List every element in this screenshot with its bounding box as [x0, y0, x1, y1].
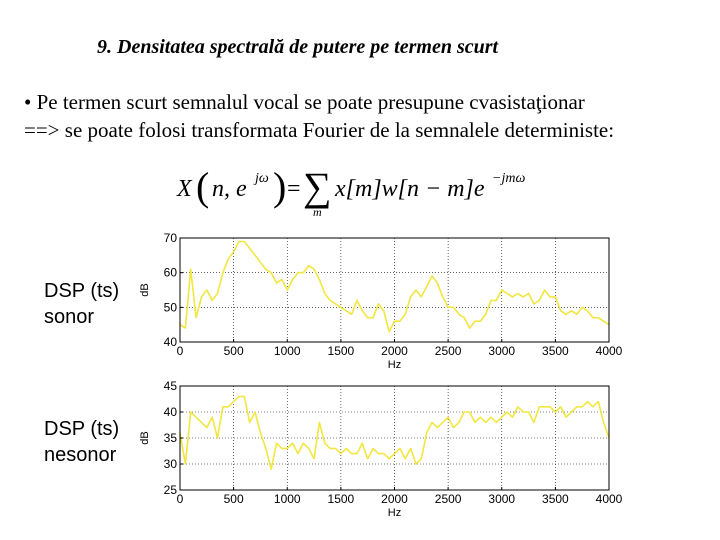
x-tick-label: 2000 — [381, 344, 408, 358]
y-tick-label: 40 — [163, 335, 177, 349]
formula-rhs-exponent: −jmω — [492, 171, 526, 186]
formula-equals: = — [287, 176, 301, 202]
formula-sigma: ∑ — [303, 164, 332, 209]
x-tick-label: 1000 — [273, 344, 301, 358]
x-tick-label: 4000 — [595, 492, 623, 506]
formula-lhs-exponent: jω — [255, 171, 269, 186]
x-axis-label: Hz — [387, 507, 402, 519]
formula-sum-index: m — [313, 205, 322, 219]
x-tick-label: 1500 — [327, 344, 355, 358]
x-tick-label: 3500 — [542, 344, 569, 358]
stft-formula — [175, 162, 545, 220]
x-tick-label: 500 — [223, 344, 244, 358]
x-tick-label: 4000 — [595, 344, 623, 358]
formula-lhs-args: n, e — [212, 176, 247, 202]
x-tick-label: 0 — [176, 344, 184, 358]
x-tick-label: 3500 — [542, 492, 569, 506]
panel-label-line2: sonor — [44, 306, 95, 328]
panel-label-line1: DSP (ts) — [44, 418, 120, 440]
y-tick-label: 25 — [163, 483, 177, 497]
formula-lhs-close-paren: ) — [273, 164, 287, 209]
x-axis-label: Hz — [387, 359, 402, 371]
x-tick-label: 3000 — [488, 492, 516, 506]
panel-label-line1: DSP (ts) — [44, 280, 120, 302]
chart-voiced-spectrum — [130, 228, 640, 376]
panel-label-unvoiced — [44, 416, 119, 468]
x-tick-label: 3000 — [488, 344, 516, 358]
y-tick-label: 45 — [163, 379, 177, 393]
x-tick-label: 2000 — [381, 492, 408, 506]
slide-title: 9. Densitatea spectrală de putere pe termen scurt — [97, 36, 499, 58]
y-tick-label: 40 — [163, 405, 177, 419]
y-tick-label: 35 — [163, 431, 177, 445]
y-axis-label: dB — [139, 431, 151, 445]
panel-label-line2: nesonor — [44, 444, 117, 466]
x-tick-label: 2500 — [434, 344, 462, 358]
formula-rhs-body: x[m]w[n − m]e — [335, 176, 485, 202]
x-tick-label: 500 — [223, 492, 244, 506]
y-tick-label: 30 — [163, 457, 177, 471]
chart-unvoiced-spectrum — [130, 378, 640, 523]
arrow-text: ==> se poate folosi transformata Fourier de la semnalele deterministe: — [24, 118, 615, 142]
panel-label-voiced — [44, 278, 119, 330]
y-tick-label: 50 — [163, 300, 177, 315]
formula-lhs-open-paren: ( — [196, 164, 210, 209]
x-tick-label: 0 — [176, 492, 184, 506]
formula-lhs-symbol: X — [177, 176, 192, 202]
y-axis-label: dB — [139, 283, 151, 297]
bullet-text: • Pe termen scurt semnalul vocal se poate presupune cvasistaţionar — [24, 90, 585, 114]
y-tick-label: 70 — [163, 231, 177, 245]
x-tick-label: 1500 — [327, 492, 355, 506]
x-tick-label: 1000 — [273, 492, 301, 506]
x-tick-label: 2500 — [434, 492, 462, 506]
y-tick-label: 60 — [163, 265, 177, 280]
